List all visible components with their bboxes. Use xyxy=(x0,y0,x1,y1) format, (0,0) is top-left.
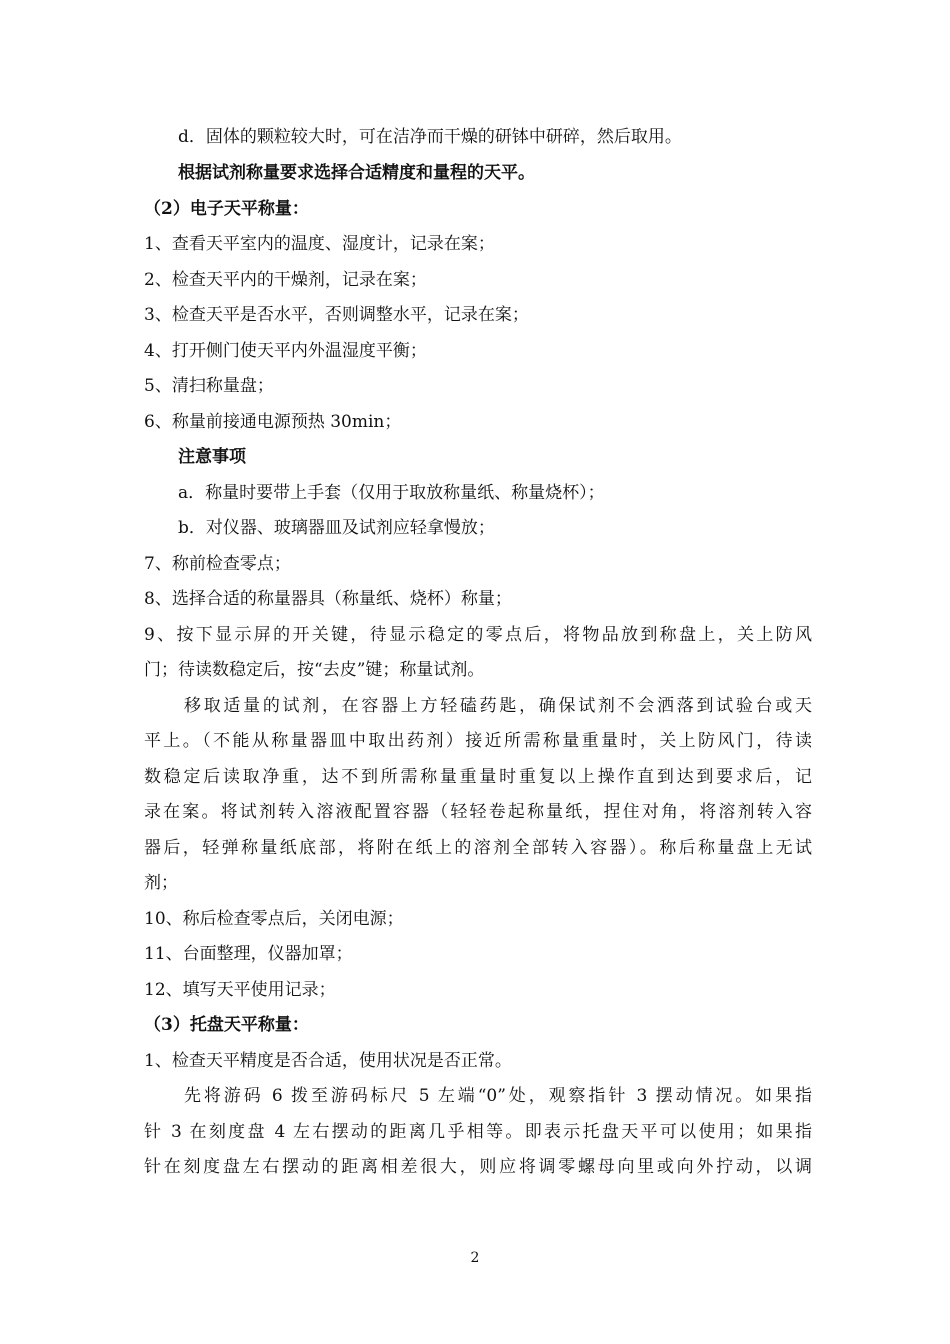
paragraph-line: 先将游码 6 拨至游码标尺 5 左端“0”处，观察指针 3 摆动情况。如果指 xyxy=(184,1086,812,1106)
paragraph-line: 录在案。将试剂转入溶液配置容器（轻轻卷起称量纸，捏住对角，将溶剂转入容 xyxy=(144,802,812,822)
paragraph-line: 针 3 在刻度盘 4 左右摆动的距离几乎相等。即表示托盘天平可以使用；如果指 xyxy=(144,1122,812,1142)
notes-heading: 注意事项 xyxy=(178,447,246,467)
list-item-continuation: 门；待读数稳定后，按“去皮”键；称量试剂。 xyxy=(144,660,485,680)
text-line: d．固体的颗粒较大时，可在洁净而干燥的研钵中研碎，然后取用。 xyxy=(178,127,682,147)
paragraph-line: 剂； xyxy=(144,873,178,893)
paragraph-line: 数稳定后读取净重，达不到所需称量重量时重复以上操作直到达到要求后，记 xyxy=(144,767,812,787)
list-item: 6、称量前接通电源预热 30min； xyxy=(144,412,402,432)
list-item: 7、称前检查零点； xyxy=(144,554,291,574)
paragraph-line: 移取适量的试剂，在容器上方轻磕药匙，确保试剂不会洒落到试验台或天 xyxy=(184,696,812,716)
page-number: 2 xyxy=(470,1250,480,1266)
list-item: 1、查看天平室内的温度、湿度计，记录在案； xyxy=(144,234,495,254)
list-item: 1、检查天平精度是否合适，使用状况是否正常。 xyxy=(144,1051,512,1071)
list-item: 2、检查天平内的干燥剂，记录在案； xyxy=(144,270,427,290)
list-item: 9、按下显示屏的开关键，待显示稳定的零点后，将物品放到称盘上，关上防风 xyxy=(144,625,812,645)
note-item: b．对仪器、玻璃器皿及试剂应轻拿慢放； xyxy=(178,518,495,538)
list-item: 8、选择合适的称量器具（称量纸、烧杯）称量； xyxy=(144,589,512,609)
paragraph-line: 平上。（不能从称量器皿中取出药剂）接近所需称量重量时，关上防风门，待读 xyxy=(144,731,812,751)
paragraph-line: 器后，轻弹称量纸底部，将附在纸上的溶剂全部转入容器）。称后称量盘上无试 xyxy=(144,838,812,858)
section-heading: （3）托盘天平称量： xyxy=(144,1015,309,1035)
list-item: 3、检查天平是否水平，否则调整水平，记录在案； xyxy=(144,305,529,325)
list-item: 11、台面整理，仪器加罩； xyxy=(144,944,353,964)
section-heading: （2）电子天平称量： xyxy=(144,199,309,219)
list-item: 5、清扫称量盘； xyxy=(144,376,274,396)
list-item: 10、称后检查零点后，关闭电源； xyxy=(144,909,404,929)
paragraph-line: 针在刻度盘左右摆动的距离相差很大，则应将调零螺母向里或向外拧动，以调 xyxy=(144,1157,812,1177)
bold-heading-line: 根据试剂称量要求选择合适精度和量程的天平。 xyxy=(178,163,535,183)
list-item: 12、填写天平使用记录； xyxy=(144,980,336,1000)
list-item: 4、打开侧门使天平内外温湿度平衡； xyxy=(144,341,427,361)
note-item: a．称量时要带上手套（仅用于取放称量纸、称量烧杯）； xyxy=(178,483,605,503)
